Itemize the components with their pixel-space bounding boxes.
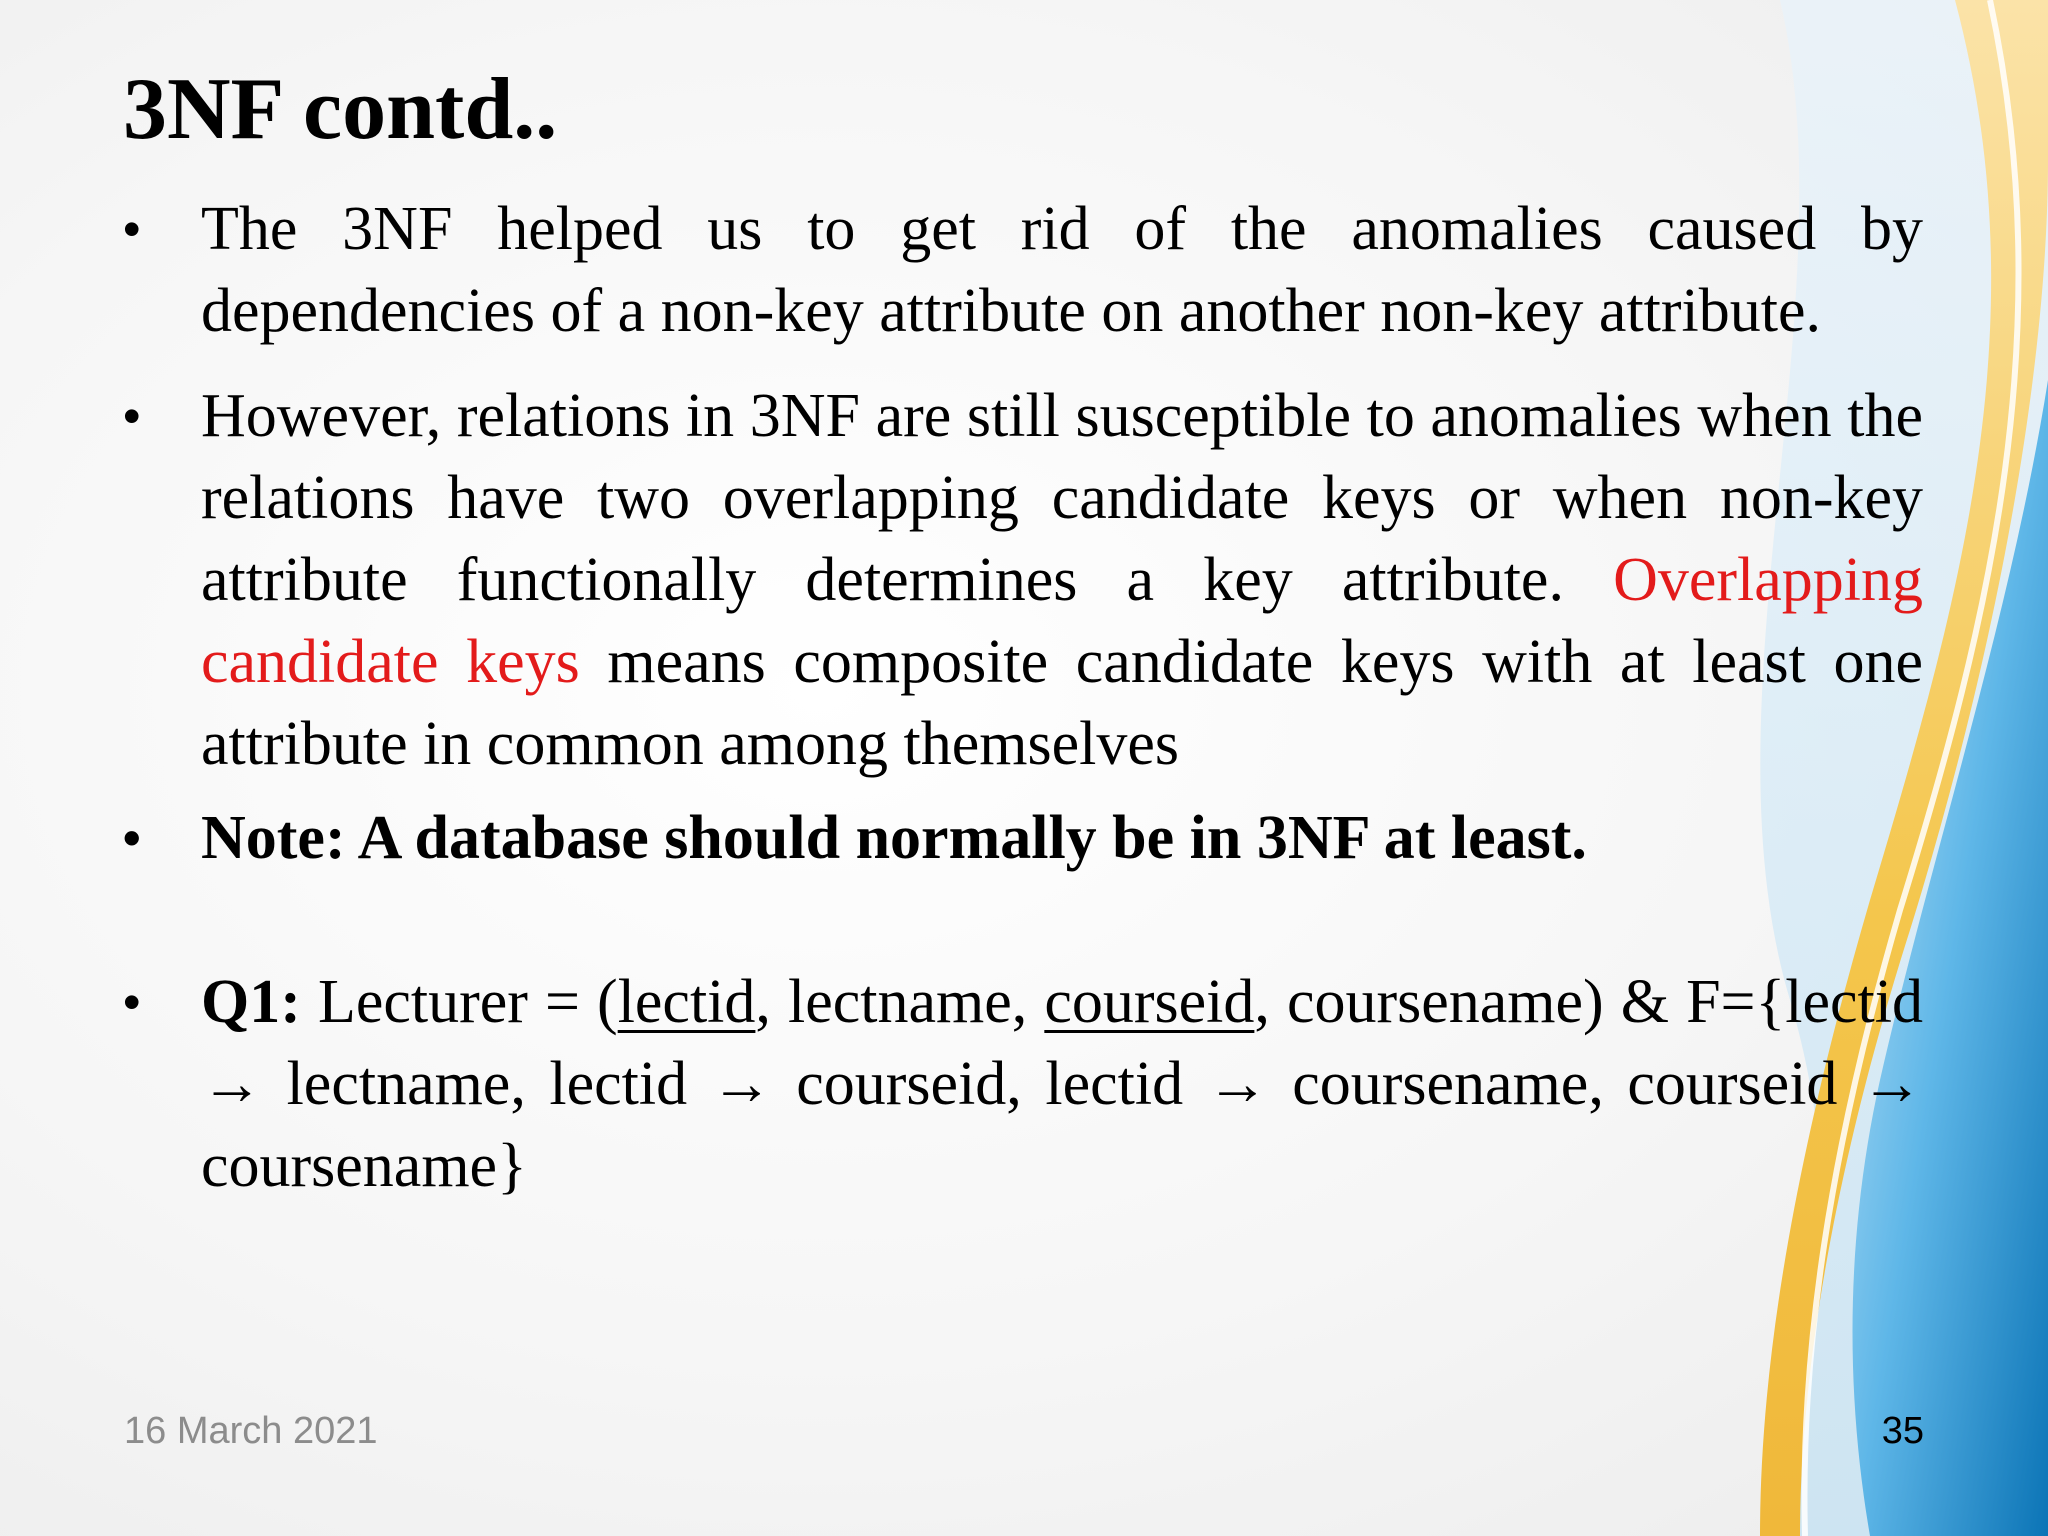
bullet-item-note (123, 797, 1923, 879)
footer-date: 16 March 2021 (124, 1410, 378, 1452)
question-text: , lectname, (755, 968, 1045, 1036)
page-number: 35 (1881, 1410, 1924, 1452)
question-text: , coursename) & F={lectid → lectname, lectid → courseid, lectid → coursename, courseid → coursename} (201, 968, 1923, 1200)
question-label: Q1: (201, 968, 301, 1036)
bullet-item (123, 188, 1923, 352)
bullet-text: The 3NF helped us to get rid of the anomalies caused by dependencies of a non-key attribute on another non-key attribute. (201, 195, 1923, 345)
slide-title: 3NF contd.. (123, 61, 558, 158)
bullet-item-question (123, 961, 1923, 1207)
note-text: Note: A database should normally be in 3NF at least. (201, 804, 1587, 872)
key-attribute: courseid (1044, 968, 1255, 1036)
key-attribute: lectid (617, 968, 756, 1036)
bullet-list (123, 188, 1923, 1207)
bullet-text-continued: means composite candidate keys with at least one attribute in common among themselves (201, 628, 1923, 778)
bullet-text: However, relations in 3NF are still susceptible to anomalies when the relations have two overlapping candidate keys or when non-key attribute functionally determines a key attribute. (201, 382, 1923, 614)
highlighted-term: Overlapping candidate keys (201, 546, 1923, 696)
question-text: Lecturer = ( (300, 968, 618, 1036)
bullet-item (123, 375, 1923, 785)
